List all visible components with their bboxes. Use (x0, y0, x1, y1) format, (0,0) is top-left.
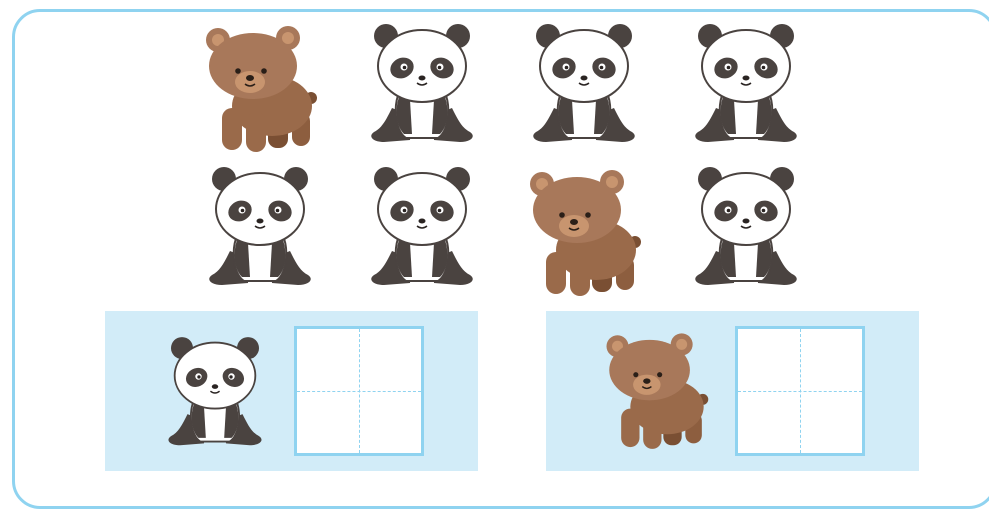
panda-icon (524, 20, 644, 150)
bear-count-panel (546, 311, 919, 471)
panda-icon (362, 163, 482, 293)
panda-icon (160, 333, 270, 453)
guide-line (738, 391, 862, 392)
panda-icon (200, 163, 320, 293)
panda-icon (686, 20, 806, 150)
guide-line (297, 391, 421, 392)
bear-count-answer-box[interactable] (735, 326, 865, 456)
brown-bear-icon (601, 333, 711, 453)
brown-bear-icon (524, 170, 644, 300)
panda-count-answer-box[interactable] (294, 326, 424, 456)
panda-count-panel (105, 311, 478, 471)
panda-icon (686, 163, 806, 293)
panda-icon (362, 20, 482, 150)
brown-bear-icon (200, 26, 320, 156)
